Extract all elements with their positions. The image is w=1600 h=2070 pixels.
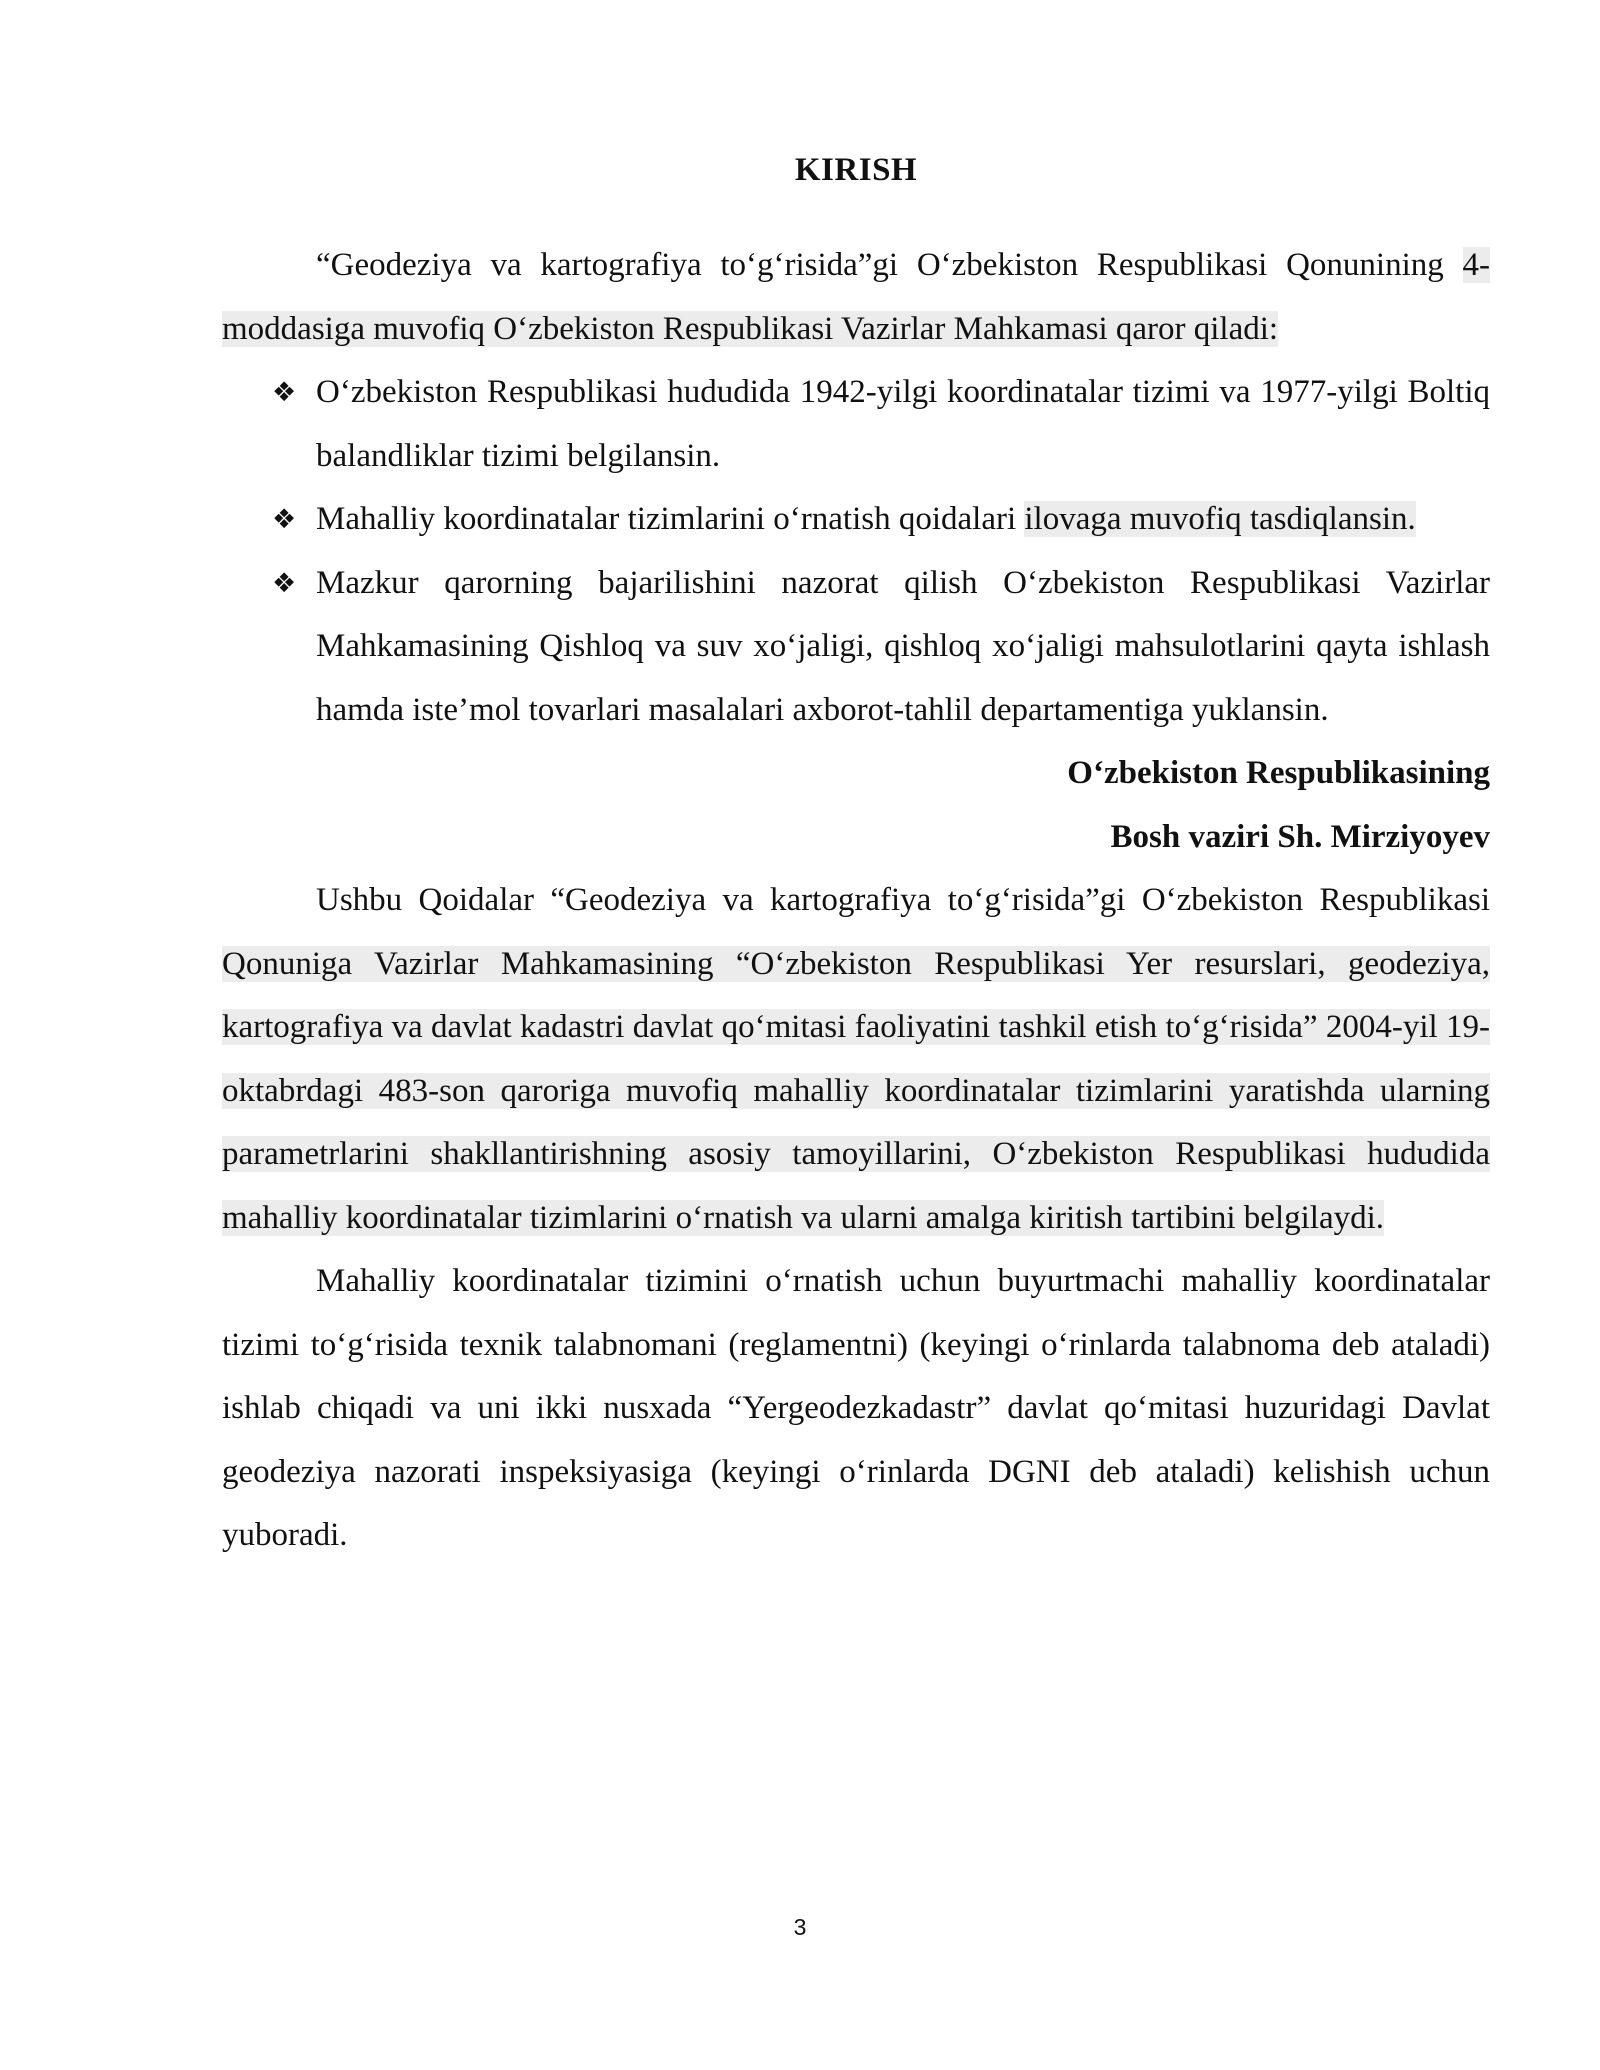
intro-highlighted-text: 4-moddasiga muvofiq O‘zbekiston Respublikasi Vazirlar Mahkamasi qaror qiladi:	[222, 247, 1490, 347]
intro-text: “Geodeziya va kartografiya to‘g‘risida”gi O‘zbekiston Respublikasi Qonunining	[316, 247, 1463, 283]
rules-highlighted-text: Qonuniga Vazirlar Mahkamasining “O‘zbekiston Respublikasi Yer resurslari, geodeziya, kartografiya va davlat kadastri davlat qo‘mitasi faoliyatini tashkil etish to‘g‘risida” 2004-yil 19-oktabrdagi 483-son qaroriga muvofiq mahalliy koordinatalar tizimlarini yaratishda ularning parametrlarini shakllantirishning asosiy tamoyillarini, O‘zbekiston Respublikasi hududida mahalliy koordinatalar tizimlarini o‘rnatish va ularni amalga kiritish tartibini belgilaydi.	[222, 945, 1490, 1236]
intro-paragraph	[222, 234, 1490, 361]
diamond-bullet-icon: ❖	[272, 377, 297, 408]
signature-line-1: O‘zbekiston Respublikasining	[1067, 755, 1490, 791]
procedure-paragraph: Mahalliy koordinatalar tizimini o‘rnatish uchun buyurtmachi mahalliy koordinatalar tizimi to‘g‘risida texnik talabnomani (reglamentni) (keyingi o‘rinlarda talabnoma deb ataladi) ishlab chiqadi va uni ikki nusxada “Yergeodezkadastr” davlat qo‘mitasi huzuridagi Davlat geodeziya nazorati inspeksiyasiga (keyingi o‘rinlarda DGNI deb ataladi) kelishish uchun yuboradi.	[222, 1263, 1490, 1553]
list-item-text: Mahalliy koordinatalar tizimlarini o‘rnatish qoidalari	[316, 501, 1025, 537]
page-title: KIRISH	[794, 152, 918, 188]
page-number: 3	[793, 1914, 807, 1940]
list-item-text: O‘zbekiston Respublikasi hududida 1942-yilgi koordinatalar tizimi va 1977-yilgi Boltiq balandliklar tizimi belgilansin.	[316, 374, 1490, 474]
list-item-highlighted-text: ilovaga muvofiq tasdiqlansin.	[1024, 501, 1416, 537]
list-item-text: Mazkur qarorning bajarilishini nazorat qilish O‘zbekiston Respublikasi Vazirlar Mahkamasining Qishloq va suv xo‘jaligi, qishloq xo‘jaligi mahsulotlarini qayta ishlash hamda iste’mol tovarlari masalalari axborot-tahlil departamentiga yuklansin.	[316, 564, 1490, 728]
list-item	[272, 361, 1490, 488]
document-page	[222, 148, 1490, 1568]
diamond-bullet-icon: ❖	[272, 504, 297, 535]
rules-text: Ushbu Qoidalar “Geodeziya va kartografiya to‘g‘risida”gi O‘zbekiston Respublikasi	[316, 882, 1490, 918]
rules-paragraph	[222, 869, 1490, 1250]
diamond-bullet-icon: ❖	[272, 567, 297, 599]
list-item	[272, 552, 1490, 743]
decree-list	[222, 361, 1490, 742]
list-item	[272, 488, 1490, 552]
signature-line-2: Bosh vaziri Sh. Mirziyoyev	[1110, 818, 1490, 855]
